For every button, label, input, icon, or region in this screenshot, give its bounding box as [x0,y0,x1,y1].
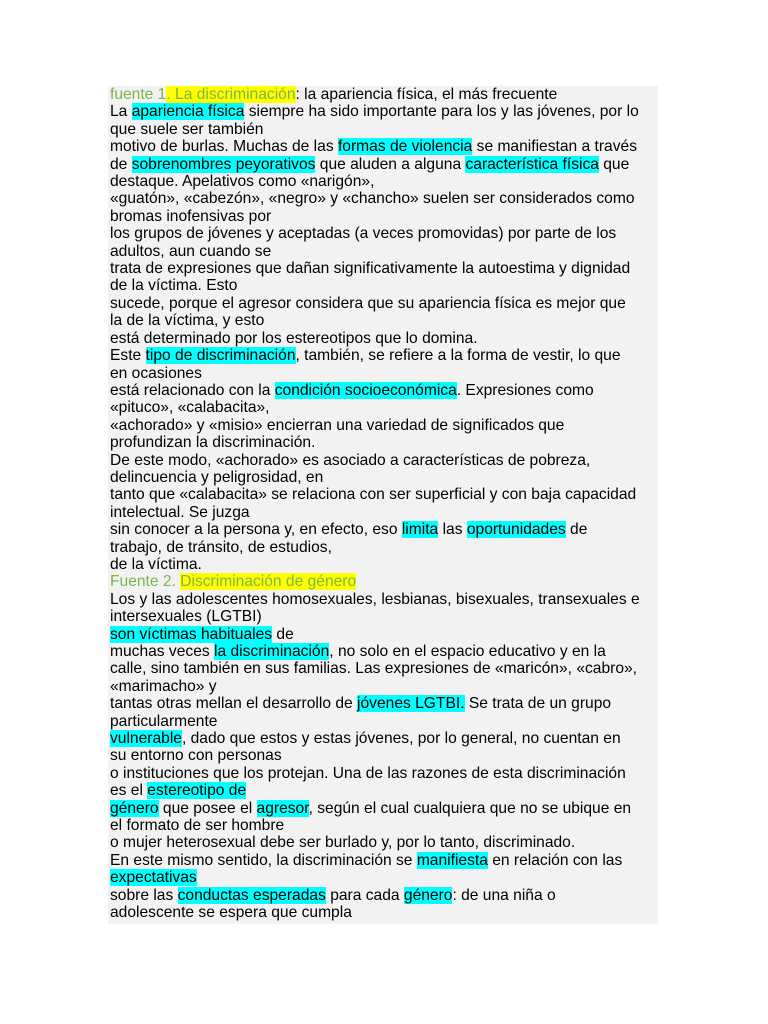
highlighted-term: expectativas [110,869,197,887]
text-segment: , no solo en el espacio educativo y en la [329,643,606,660]
text-segment: siempre ha sido importante para los y las jóvenes, por lo [244,103,639,121]
text-segment: , dado que estos y estas jóvenes, por lo general, no cuentan en [181,730,621,748]
highlighted-term: sobrenombres peyorativos [131,155,316,173]
text-line [110,765,658,782]
text-line [110,626,658,643]
text-line [110,782,658,799]
source-label: Fuente 2. [110,573,181,591]
text-segment: calle, sino también en sus familias. Las expresiones de «maricón», «cabro», [110,660,638,678]
text-segment: trata de expresiones que dañan significativamente la autoestima y dignidad [110,260,631,278]
document-body [110,86,658,922]
text-line [110,86,658,103]
document-page [108,86,658,924]
text-segment: intelectual. Se juzga [110,503,250,521]
text-segment: la de la víctima, y esto [110,312,265,330]
highlighted-term: vulnerable [110,730,182,748]
highlighted-term: género [403,886,453,904]
text-line [110,434,658,451]
text-segment: o instituciones que los protejan. Una de las razones de esta discriminación [110,764,626,782]
text-line [110,643,658,660]
text-line [110,156,658,173]
text-segment: está relacionado con la [110,381,275,399]
text-segment: particularmente [110,712,218,730]
text-line [110,417,658,434]
text-segment: de la víctima. [110,555,202,573]
highlighted-term: agresor [256,799,309,817]
text-line [110,382,658,399]
text-line [110,452,658,469]
text-segment: trabajo, de tránsito, de estudios, [110,538,332,556]
text-segment: sucede, porque el agresor considera que su apariencia física es mejor que [110,294,626,312]
text-line [110,312,658,329]
text-line [110,260,658,277]
text-segment: «pituco», «calabacita», [110,399,270,417]
text-line [110,330,658,347]
text-segment: Los y las adolescentes homosexuales, lesbianas, bisexuales, transexuales e [110,590,640,608]
text-line [110,243,658,260]
text-segment: «achorado» y «misio» encierran una variedad de significados que [110,416,565,434]
highlighted-term: condición socioeconómica [274,381,457,399]
text-line [110,660,658,677]
source-label: fuente 1 [110,86,167,103]
text-line [110,695,658,712]
text-segment: está determinado por los estereotipos que lo domina. [110,329,478,347]
text-segment: es el [110,782,148,800]
text-line [110,347,658,364]
text-line [110,608,658,625]
text-segment: muchas veces [110,643,215,660]
text-segment: se manifiestan a través [472,138,637,156]
text-line [110,504,658,521]
text-line [110,713,658,730]
text-segment: su entorno con personas [110,747,282,765]
text-line [110,887,658,904]
text-segment: que posee el [158,799,257,817]
text-segment: : la apariencia física, el más frecuente [295,86,558,103]
text-line [110,173,658,190]
text-line [110,225,658,242]
text-line [110,539,658,556]
text-line [110,852,658,869]
highlighted-term: manifiesta [416,851,488,869]
text-segment: en ocasiones [110,364,202,382]
highlighted-term: la discriminación [214,643,330,660]
text-line [110,817,658,834]
text-line [110,678,658,695]
text-segment: «guatón», «cabezón», «negro» y «chancho» suelen ser considerados como [110,190,635,208]
text-segment: las [438,521,467,539]
highlighted-term: apariencia física [131,103,245,121]
highlighted-term: estereotipo de [147,782,247,800]
highlighted-term: limita [401,521,439,539]
text-line [110,486,658,503]
text-segment: o mujer heterosexual debe ser burlado y, por lo tanto, discriminado. [110,834,576,852]
text-line [110,103,658,120]
text-segment: : de una niña o [452,886,556,904]
text-segment: delincuencia y peligrosidad, en [110,468,324,486]
text-segment: sobre las [110,886,178,904]
text-line [110,556,658,573]
text-segment: De este modo, «achorado» es asociado a características de pobreza, [110,451,591,469]
text-segment: que [598,155,630,173]
text-segment: profundizan la discriminación. [110,434,316,452]
text-line [110,904,658,921]
text-line [110,730,658,747]
highlighted-term: género [110,799,159,817]
text-line [110,208,658,225]
text-line [110,295,658,312]
text-segment: «marimacho» y [110,677,217,695]
text-segment: en relación con las [487,851,623,869]
text-segment: En este mismo sentido, la discriminación se [110,851,417,869]
text-segment: tantas otras mellan el desarrollo de [110,695,358,713]
source-heading: Discriminación de género [180,573,357,591]
text-segment: tanto que «calabacita» se relaciona con ser superficial y con baja capacidad [110,486,637,504]
text-segment: Este [110,347,146,365]
text-segment: los grupos de jóvenes y aceptadas (a veces promovidas) por parte de los [110,225,617,243]
text-segment: de [272,625,294,643]
text-line [110,869,658,886]
text-line [110,591,658,608]
text-segment: Se trata de un grupo [464,695,612,713]
text-segment: intersexuales (LGTBI) [110,608,262,626]
text-line [110,834,658,851]
text-segment: adolescente se espera que cumpla [110,904,352,922]
highlighted-term: oportunidades [466,521,566,539]
highlighted-term: son víctimas habituales [110,625,273,643]
text-line [110,469,658,486]
highlighted-term: jóvenes LGTBI. [357,695,465,713]
text-segment: destaque. Apelativos como «narigón», [110,173,375,191]
text-segment: bromas inofensivas por [110,207,272,225]
text-segment: que suele ser también [110,120,264,138]
text-segment: sin conocer a la persona y, en efecto, eso [110,521,402,539]
highlighted-term: tipo de discriminación [145,347,296,365]
text-line [110,121,658,138]
text-segment: el formato de ser hombre [110,817,285,835]
text-line [110,573,658,590]
text-segment: de [110,155,132,173]
highlighted-term: formas de violencia [337,138,473,156]
text-line [110,521,658,538]
text-line [110,800,658,817]
text-segment: La [110,103,132,121]
text-segment: adultos, aun cuando se [110,242,272,260]
text-segment: , también, se refiere a la forma de vestir, lo que [295,347,621,365]
text-segment: . Expresiones como [456,381,594,399]
text-line [110,399,658,416]
text-line [110,365,658,382]
text-segment: de [565,521,588,539]
text-segment: motivo de burlas. Muchas de las [110,138,338,156]
text-segment: de la víctima. Esto [110,277,238,295]
highlighted-term: característica física [465,155,599,173]
text-line [110,190,658,207]
source-heading: . La discriminación [166,86,296,103]
text-segment: , según el cual cualquiera que no se ubique en [308,799,632,817]
text-segment: para cada [325,886,404,904]
highlighted-term: conductas esperadas [177,886,326,904]
text-line [110,747,658,764]
text-segment: que aluden a alguna [315,155,466,173]
text-line [110,138,658,155]
text-line [110,277,658,294]
